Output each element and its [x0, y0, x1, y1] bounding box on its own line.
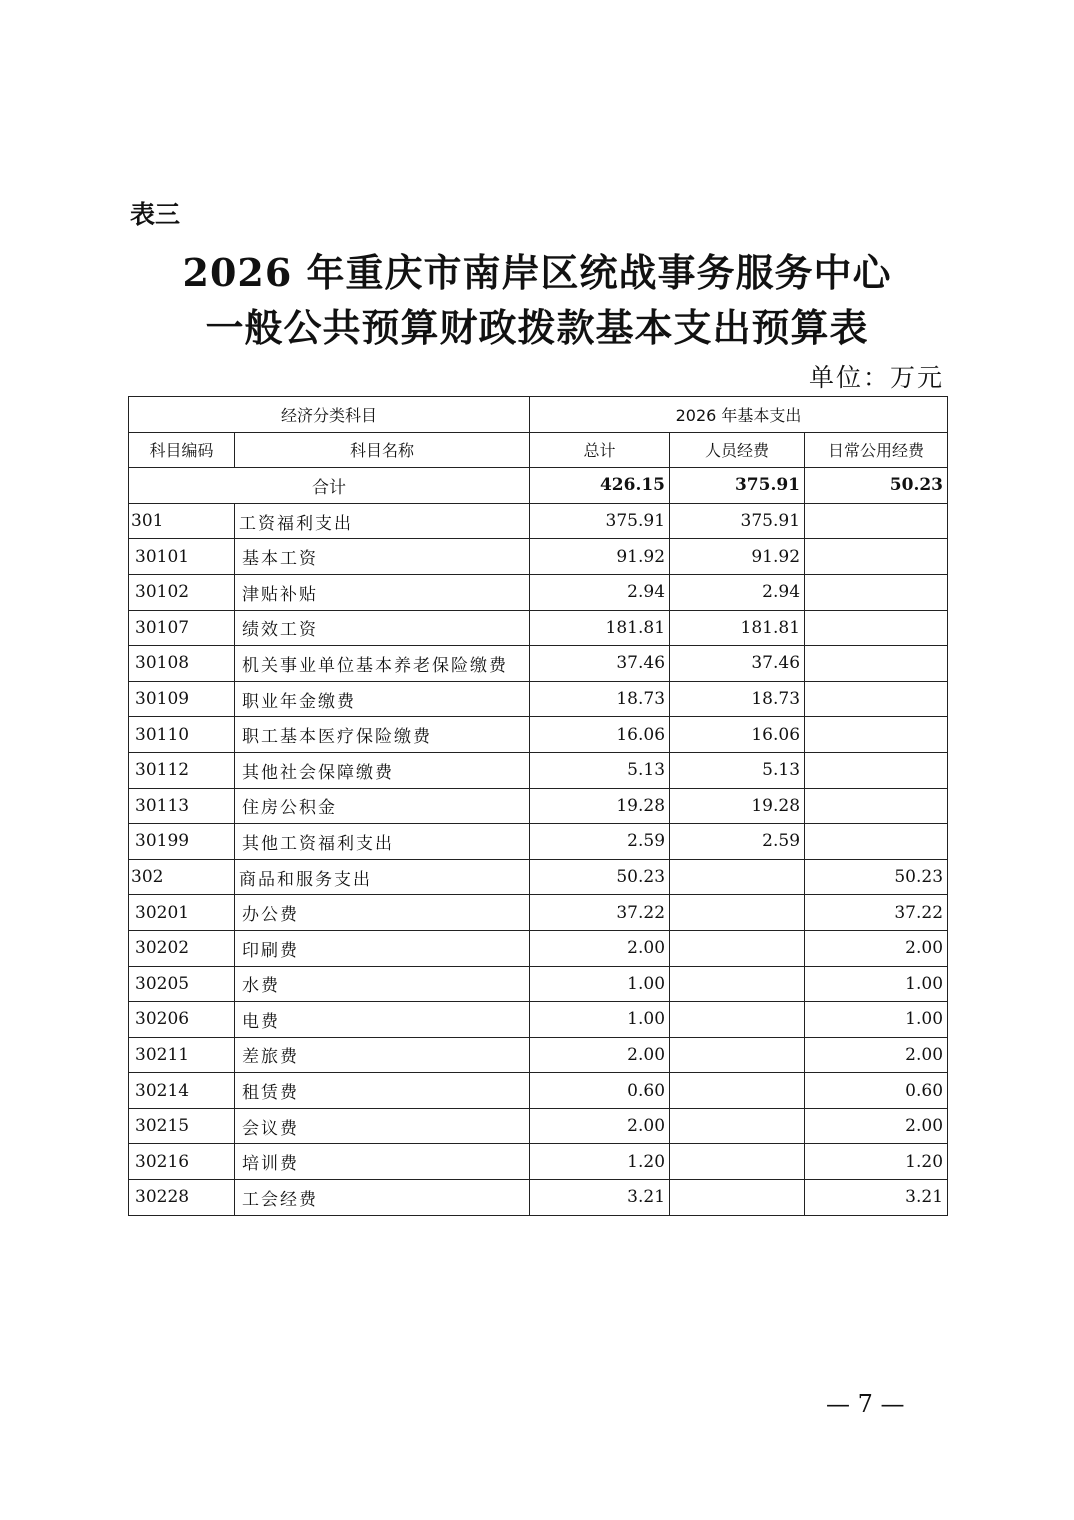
- row-public: 0.60: [805, 1073, 948, 1109]
- row-total: 181.81: [530, 610, 670, 646]
- row-personnel: [670, 859, 805, 895]
- row-code: 30112: [129, 752, 235, 788]
- row-public: [805, 539, 948, 575]
- table-row: [129, 859, 948, 895]
- row-code: 30216: [129, 1144, 235, 1180]
- table-row: [129, 966, 948, 1002]
- row-code: 30109: [129, 681, 235, 717]
- row-personnel: 16.06: [670, 717, 805, 753]
- column-header-name: 科目名称: [235, 432, 530, 468]
- row-total: 16.06: [530, 717, 670, 753]
- table-row: [129, 503, 948, 539]
- row-total: 1.00: [530, 1002, 670, 1038]
- row-total: 5.13: [530, 752, 670, 788]
- column-header-row: [129, 432, 948, 468]
- table-row: [129, 1002, 948, 1038]
- row-personnel: [670, 1180, 805, 1216]
- row-name: 工资福利支出: [235, 503, 530, 539]
- row-name: 职业年金缴费: [235, 681, 530, 717]
- row-total: 2.94: [530, 574, 670, 610]
- page-number: — 7 —: [826, 1390, 905, 1418]
- row-personnel: 18.73: [670, 681, 805, 717]
- row-name: 绩效工资: [235, 610, 530, 646]
- row-personnel: [670, 930, 805, 966]
- table-row: [129, 717, 948, 753]
- row-public: 2.00: [805, 1037, 948, 1073]
- row-code: 30113: [129, 788, 235, 824]
- row-code: 30228: [129, 1180, 235, 1216]
- row-total: 3.21: [530, 1180, 670, 1216]
- row-personnel: 2.94: [670, 574, 805, 610]
- table-row: [129, 1073, 948, 1109]
- row-personnel: [670, 1108, 805, 1144]
- summary-total: 426.15: [530, 468, 670, 504]
- table-row: [129, 895, 948, 931]
- row-total: 2.59: [530, 824, 670, 860]
- row-code: 30215: [129, 1108, 235, 1144]
- row-code: 30211: [129, 1037, 235, 1073]
- table-row: [129, 1180, 948, 1216]
- table-row: [129, 930, 948, 966]
- row-total: 37.46: [530, 646, 670, 682]
- summary-personnel: 375.91: [670, 468, 805, 504]
- row-personnel: 2.59: [670, 824, 805, 860]
- table-row: [129, 574, 948, 610]
- row-name: 水费: [235, 966, 530, 1002]
- row-total: 19.28: [530, 788, 670, 824]
- row-name: 工会经费: [235, 1180, 530, 1216]
- row-total: 91.92: [530, 539, 670, 575]
- table-label: 表三: [130, 200, 181, 229]
- row-public: [805, 646, 948, 682]
- row-name: 其他社会保障缴费: [235, 752, 530, 788]
- row-name: 印刷费: [235, 930, 530, 966]
- row-code: 30101: [129, 539, 235, 575]
- row-total: 50.23: [530, 859, 670, 895]
- table-row: [129, 788, 948, 824]
- document-title-line-2: 一般公共预算财政拨款基本支出预算表: [205, 305, 869, 350]
- budget-table: [128, 396, 948, 1216]
- row-public: [805, 824, 948, 860]
- column-header-code: 科目编码: [129, 432, 235, 468]
- row-code: 302: [129, 859, 235, 895]
- row-name: 办公费: [235, 895, 530, 931]
- row-name: 住房公积金: [235, 788, 530, 824]
- row-code: 30201: [129, 895, 235, 931]
- row-public: [805, 610, 948, 646]
- table-row: [129, 610, 948, 646]
- row-public: 50.23: [805, 859, 948, 895]
- row-public: 3.21: [805, 1180, 948, 1216]
- table-row: [129, 1144, 948, 1180]
- row-public: [805, 788, 948, 824]
- basic-expenditure-header: 2026 年基本支出: [530, 397, 948, 433]
- row-personnel: 5.13: [670, 752, 805, 788]
- table-row: [129, 824, 948, 860]
- row-public: 1.00: [805, 1002, 948, 1038]
- row-personnel: 181.81: [670, 610, 805, 646]
- row-code: 30205: [129, 966, 235, 1002]
- row-name: 电费: [235, 1002, 530, 1038]
- row-total: 18.73: [530, 681, 670, 717]
- table-row: [129, 681, 948, 717]
- row-code: 30199: [129, 824, 235, 860]
- row-personnel: 375.91: [670, 503, 805, 539]
- table-row: [129, 1037, 948, 1073]
- row-name: 会议费: [235, 1108, 530, 1144]
- row-personnel: [670, 1002, 805, 1038]
- row-name: 其他工资福利支出: [235, 824, 530, 860]
- row-personnel: 91.92: [670, 539, 805, 575]
- row-name: 职工基本医疗保险缴费: [235, 717, 530, 753]
- row-personnel: [670, 1073, 805, 1109]
- row-code: 30206: [129, 1002, 235, 1038]
- row-personnel: [670, 895, 805, 931]
- row-code: 30110: [129, 717, 235, 753]
- summary-row: [129, 468, 948, 504]
- econ-category-header: 经济分类科目: [129, 397, 530, 433]
- row-personnel: [670, 1144, 805, 1180]
- row-public: [805, 574, 948, 610]
- row-public: [805, 717, 948, 753]
- row-total: 0.60: [530, 1073, 670, 1109]
- row-code: 30214: [129, 1073, 235, 1109]
- row-personnel: 19.28: [670, 788, 805, 824]
- row-public: 1.00: [805, 966, 948, 1002]
- row-total: 1.00: [530, 966, 670, 1002]
- row-name: 差旅费: [235, 1037, 530, 1073]
- summary-label: 合计: [129, 468, 530, 504]
- row-public: 1.20: [805, 1144, 948, 1180]
- table-row: [129, 752, 948, 788]
- group-header-row: [129, 397, 948, 433]
- row-total: 2.00: [530, 1037, 670, 1073]
- row-public: [805, 503, 948, 539]
- summary-public: 50.23: [805, 468, 948, 504]
- row-name: 租赁费: [235, 1073, 530, 1109]
- row-public: 2.00: [805, 1108, 948, 1144]
- row-name: 机关事业单位基本养老保险缴费: [235, 646, 530, 682]
- row-public: 37.22: [805, 895, 948, 931]
- row-public: [805, 681, 948, 717]
- row-personnel: [670, 966, 805, 1002]
- row-code: 30107: [129, 610, 235, 646]
- unit-label: 单位：万元: [808, 363, 944, 392]
- row-name: 基本工资: [235, 539, 530, 575]
- row-public: 2.00: [805, 930, 948, 966]
- row-total: 37.22: [530, 895, 670, 931]
- row-name: 培训费: [235, 1144, 530, 1180]
- row-code: 30102: [129, 574, 235, 610]
- table-row: [129, 1108, 948, 1144]
- row-personnel: 37.46: [670, 646, 805, 682]
- column-header-personnel: 人员经费: [670, 432, 805, 468]
- column-header-total: 总计: [530, 432, 670, 468]
- row-name: 商品和服务支出: [235, 859, 530, 895]
- row-name: 津贴补贴: [235, 574, 530, 610]
- row-total: 1.20: [530, 1144, 670, 1180]
- row-total: 2.00: [530, 930, 670, 966]
- row-personnel: [670, 1037, 805, 1073]
- row-code: 30202: [129, 930, 235, 966]
- table-row: [129, 646, 948, 682]
- column-header-public: 日常公用经费: [805, 432, 948, 468]
- row-total: 2.00: [530, 1108, 670, 1144]
- row-total: 375.91: [530, 503, 670, 539]
- budget-table-body: [129, 397, 948, 1216]
- row-code: 30108: [129, 646, 235, 682]
- document-title-line-1: 2026 年重庆市南岸区统战事务服务中心: [182, 250, 892, 295]
- row-public: [805, 752, 948, 788]
- row-code: 301: [129, 503, 235, 539]
- table-row: [129, 539, 948, 575]
